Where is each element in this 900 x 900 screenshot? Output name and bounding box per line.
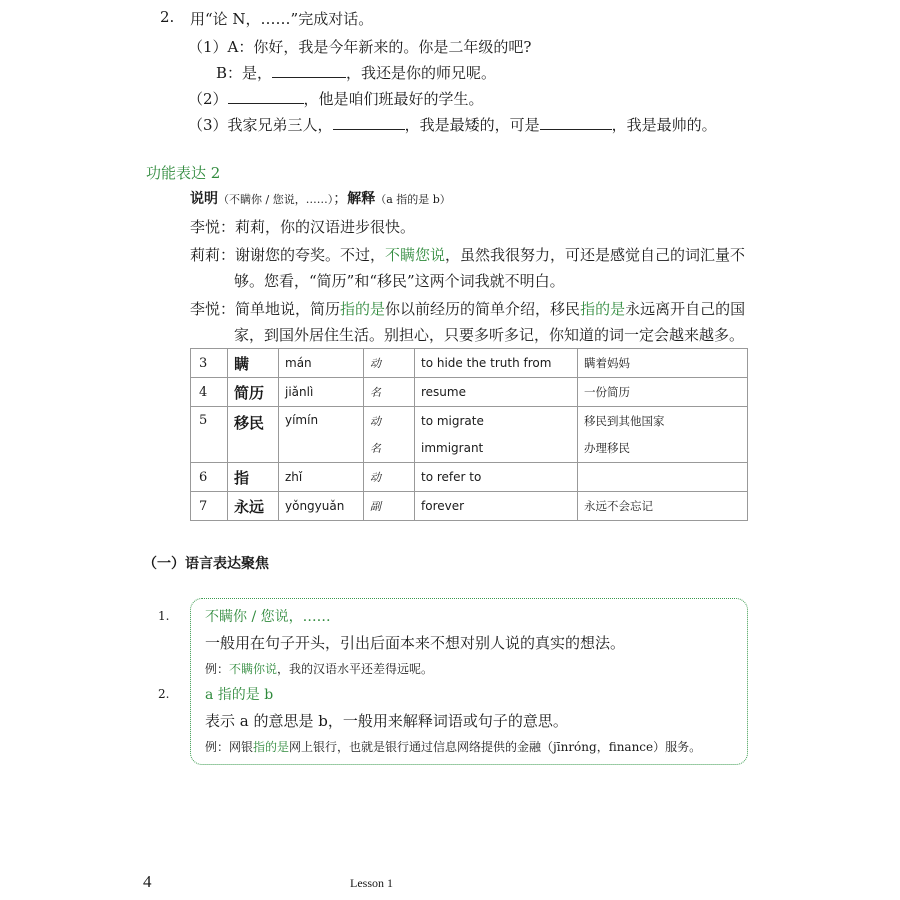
vocab-pinyin: mán <box>279 349 364 378</box>
vocab-number: 4 <box>191 378 228 407</box>
subtitle-sep: ； <box>333 191 348 207</box>
example-text: 网上银行，也就是银行通过信息网络提供的金融（jīnróng，finance）服务。 <box>289 740 702 754</box>
table-row <box>191 407 748 463</box>
grammar-explanation: 表示 a 的意思是 b，一般用来解释词语或句子的意思。 <box>205 712 568 730</box>
item-text: 我家兄弟三人， <box>227 116 333 134</box>
subtitle-label: 解释 <box>347 191 376 207</box>
dialogue-text: 谢谢您的夸奖。不过， <box>235 246 386 264</box>
pos-line: 动 <box>370 414 381 428</box>
dialogue-text: ，虽然我很努力，可还是感觉自己的词汇量不 <box>445 246 746 264</box>
answer-blank[interactable] <box>333 116 405 130</box>
dialogue-line <box>190 244 745 265</box>
pos-line: 名 <box>370 441 381 455</box>
answer-blank[interactable] <box>540 116 612 130</box>
grammar-pattern: a 指的是 b <box>205 687 274 703</box>
vocab-table <box>190 348 748 521</box>
vocab-english <box>415 407 578 463</box>
grammar-example <box>205 660 433 677</box>
dialogue-continuation: 够。您看，“简历”和“移民”这两个词我就不明白。 <box>234 272 565 290</box>
vocab-number: 7 <box>191 492 228 521</box>
item-label: （3） <box>188 116 228 134</box>
item-text: ，我是最帅的。 <box>611 116 717 134</box>
vocab-number: 3 <box>191 349 228 378</box>
exercise-item-2 <box>188 88 484 109</box>
vocab-word: 简历 <box>228 378 279 407</box>
vocab-pinyin: jiǎnlì <box>279 378 364 407</box>
vocab-english: forever <box>415 492 578 521</box>
grammar-number: 1. <box>158 609 170 623</box>
vocab-number: 6 <box>191 463 228 492</box>
english-line: immigrant <box>421 440 484 455</box>
vocab-example: 永远不会忘记 <box>578 492 748 521</box>
dialogue-continuation: 家，到国外居住生活。别担心，只要多听多记，你知道的词一定会越来越多。 <box>234 326 745 344</box>
example-text: ，我的汉语水平还差得远呢。 <box>277 662 434 676</box>
lesson-label: Lesson 1 <box>350 876 393 890</box>
table-row <box>191 463 748 492</box>
exercise-item-3 <box>188 114 717 135</box>
subtitle-label: 说明 <box>190 191 218 207</box>
vocab-pinyin: zhǐ <box>279 463 364 492</box>
item-label: （2） <box>188 90 228 108</box>
vocab-pos <box>364 407 415 463</box>
grammar-example <box>205 738 701 755</box>
vocab-pos: 动 <box>364 463 415 492</box>
dialogue-text: 你以前经历的简单介绍，移民 <box>385 300 581 318</box>
page-number: 4 <box>143 872 152 891</box>
item-label: （1） <box>188 38 228 56</box>
exercise-instruction: 用“论 N，……”完成对话。 <box>190 10 374 28</box>
vocab-english: resume <box>415 378 578 407</box>
speaker: 莉莉： <box>190 246 236 264</box>
vocab-pos: 动 <box>364 349 415 378</box>
example-prefix: 例： <box>205 662 230 676</box>
dialogue-text: 简单地说，简历 <box>235 300 341 318</box>
vocab-word: 移民 <box>228 407 279 463</box>
speaker: 李悦： <box>190 300 236 318</box>
vocab-word: 瞒 <box>228 349 279 378</box>
dialogue-line <box>190 298 745 319</box>
speaker: 李悦： <box>190 218 236 236</box>
example-line: 办理移民 <box>584 440 630 455</box>
item-text: ，他是咱们班最好的学生。 <box>303 90 484 108</box>
example-highlight: 不瞒你说 <box>229 662 278 676</box>
grammar-explanation: 一般用在句子开头，引出后面本来不想对别人说的真实的想法。 <box>205 634 626 652</box>
vocab-number: 5 <box>191 407 228 463</box>
vocab-example: 瞒着妈妈 <box>578 349 748 378</box>
function-heading: 功能表达 2 <box>146 164 221 182</box>
dialogue-highlight: 不瞒您说 <box>385 246 446 264</box>
vocab-pos: 副 <box>364 492 415 521</box>
dialogue-highlight: 指的是 <box>340 300 386 318</box>
answer-blank[interactable] <box>272 64 346 78</box>
vocab-pos: 名 <box>364 378 415 407</box>
vocab-example <box>578 463 748 492</box>
example-highlight: 指的是 <box>253 740 290 754</box>
table-row <box>191 349 748 378</box>
vocab-pinyin: yímín <box>279 407 364 463</box>
exercise-number: 2. <box>160 8 175 26</box>
grammar-number: 2. <box>158 687 170 701</box>
table-row <box>191 378 748 407</box>
item-text: ，我是最矮的，可是 <box>404 116 540 134</box>
subtitle-paren: （a 指的是 b） <box>375 193 451 206</box>
table-row <box>191 492 748 521</box>
vocab-word: 永远 <box>228 492 279 521</box>
vocab-example <box>578 407 748 463</box>
answer-blank[interactable] <box>228 90 304 104</box>
function-subtitle <box>190 188 451 208</box>
vocab-pinyin: yǒngyuǎn <box>279 492 364 521</box>
item-line-a: A：你好，我是今年新来的。你是二年级的吧? <box>227 38 532 56</box>
exercise-item-1-b <box>216 62 496 83</box>
exercise-item-1 <box>188 36 531 57</box>
item-line-b-start: B：是， <box>216 64 273 82</box>
vocab-word: 指 <box>228 463 279 492</box>
subtitle-paren: （不瞒你 / 您说，……） <box>218 193 334 206</box>
dialogue-highlight: 指的是 <box>580 300 626 318</box>
example-prefix: 例：网银 <box>205 740 254 754</box>
dialogue-line <box>190 216 415 237</box>
english-line: to migrate <box>421 413 484 428</box>
vocab-example: 一份简历 <box>578 378 748 407</box>
vocab-english: to refer to <box>415 463 578 492</box>
example-line: 移民到其他国家 <box>584 413 665 428</box>
item-line-b-end: ，我还是你的师兄呢。 <box>346 64 497 82</box>
vocab-english: to hide the truth from <box>415 349 578 378</box>
grammar-pattern: 不瞒你 / 您说，…… <box>205 609 331 625</box>
dialogue-text: 永远离开自己的国 <box>625 300 746 318</box>
section-heading: （一）语言表达聚焦 <box>143 556 269 572</box>
dialogue-text: 莉莉，你的汉语进步很快。 <box>235 218 416 236</box>
